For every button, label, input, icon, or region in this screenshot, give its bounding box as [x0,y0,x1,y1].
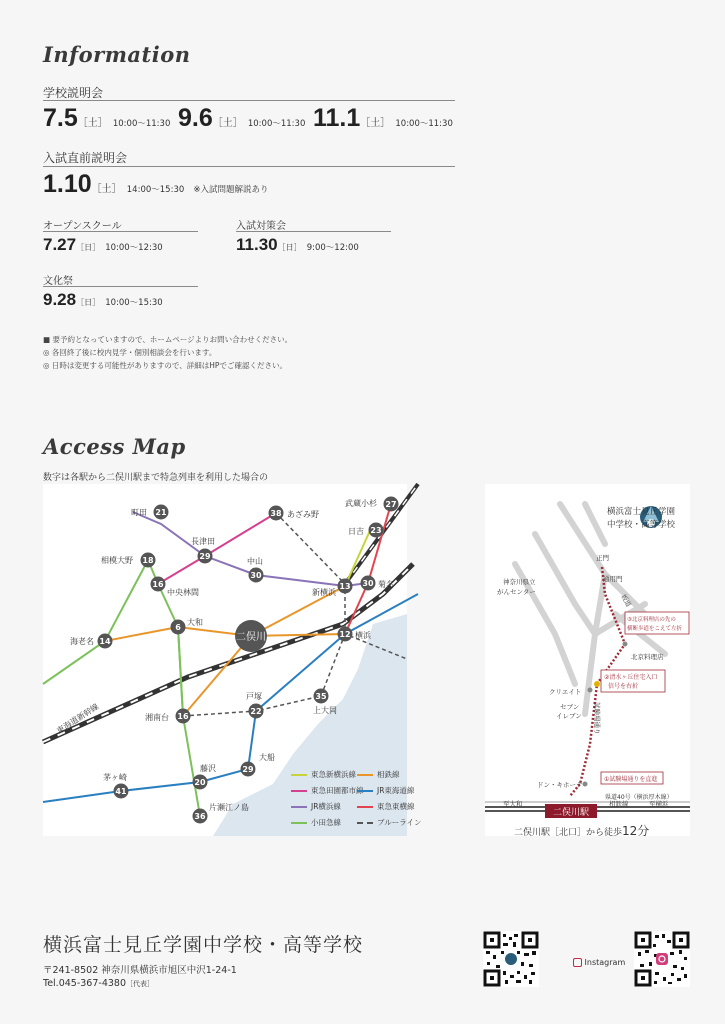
briefing-event-1: 7.5［土］ 10:00～11:30 [43,104,171,132]
svg-text:大和: 大和 [187,618,203,627]
legend-item: 東急新横浜線 [291,769,353,780]
sotetsu-label: 相鉄線 [609,800,629,808]
event-time: 10:00～15:30 [105,298,163,308]
svg-text:横浜: 横浜 [355,631,371,640]
event-time: 9:00～12:00 [306,243,359,253]
instagram-link[interactable]: Instagram [573,958,625,967]
svg-text:13: 13 [339,582,351,591]
station-fujisawa [193,763,217,790]
school-name-line1: 横浜富士見丘学園 [607,507,676,517]
svg-text:藤沢: 藤沢 [200,764,216,773]
svg-text:長津田: 長津田 [191,537,215,546]
access-description: 数字は各駅から二俣川駅まで特急列車を利用した場合の [43,473,269,483]
svg-text:あざみ野: あざみ野 [287,510,319,519]
svg-text:16: 16 [152,580,164,589]
svg-text:②清水ヶ丘住宅入口: ②清水ヶ丘住宅入口 [604,674,658,681]
station-hiyoshi [348,523,384,538]
open-school-event: 7.27［日］ 10:00～12:30 [43,235,163,254]
svg-text:29: 29 [242,765,254,774]
to-yamato-label: 至大和 [503,800,523,808]
event-time: 10:00～11:30 [112,119,171,129]
legend-item: 東急東横線 [357,801,417,812]
svg-text:23: 23 [370,526,382,535]
svg-text:18: 18 [142,556,154,565]
event-date: 9.6 [178,104,213,132]
svg-text:湘南台: 湘南台 [145,713,169,722]
svg-text:27: 27 [385,500,397,509]
svg-text:中央林間: 中央林間 [167,588,199,597]
donki-label: ドン・キホーテ [537,781,583,789]
station-chigasaki [103,772,129,799]
tsuyomon-label: 通用門 [603,575,623,583]
svg-text:新横浜: 新横浜 [312,588,336,597]
divider [43,100,455,101]
seven-eleven-line1: セブン [560,703,580,711]
landmark-dot [588,688,593,693]
information-heading: Information [43,42,191,67]
route40-label: 県道40号（横浜厚木線） [605,794,673,801]
cancer-center-line2: がんセンター [497,588,536,596]
instagram-qr-code[interactable] [634,931,690,987]
step1-box [601,772,663,784]
svg-text:日吉: 日吉 [348,527,364,536]
svg-text:38: 38 [270,509,282,518]
landmark-dot [623,642,628,647]
event-time: 14:00～15:30 [126,185,185,195]
svg-text:海老名: 海老名 [70,637,94,646]
step3-box [625,612,689,634]
seimon-label: 正門 [596,554,609,562]
svg-text:③北京料理店の先の: ③北京料理店の先の [627,617,676,623]
website-qr-code[interactable] [483,931,539,987]
svg-text:大船: 大船 [259,753,275,762]
station-ofuna [241,752,276,777]
divider [43,286,198,287]
svg-text:片瀬江ノ島: 片瀬江ノ島 [209,803,249,812]
shiken-dori-label: 試験場通り [593,702,601,735]
svg-text:35: 35 [315,692,327,701]
seven-eleven-line2: イレブン [556,712,582,720]
legend-item: 東急田園都市線 [291,785,353,796]
sakamichi-label: 坂道 [619,593,633,609]
event-date: 7.27 [43,235,77,254]
kyoto-ryori-label: 北京料理店 [631,653,664,661]
event-date: 11.30 [236,235,278,254]
footer-school-name: 横浜富士見丘学園中学校・高等学校 [43,934,364,956]
exam-prep-label: 入試対策会 [236,221,286,232]
svg-text:20: 20 [194,778,206,787]
station-label: 二俣川駅 [552,808,590,818]
event-note: ※入試問題解説あり [193,185,269,195]
legend-item: JR横浜線 [291,801,353,812]
svg-text:6: 6 [175,623,181,632]
cancer-center-line1: 神奈川県立 [503,578,536,586]
school-name-line2: 中学校・高等学校 [607,520,676,530]
signal-icon [594,681,600,687]
pre-exam-event: 1.10［土］ 14:00～15:30 ※入試問題解説あり [43,170,269,198]
landmark-dot [583,782,588,787]
svg-text:①試験場通りを直進: ①試験場通りを直進 [604,776,658,783]
station-kikuna [361,576,395,591]
svg-text:21: 21 [155,508,167,517]
svg-text:相模大野: 相模大野 [101,556,133,565]
svg-text:中山: 中山 [247,557,263,566]
divider [43,166,455,167]
school-briefing-label: 学校説明会 [43,86,104,100]
festival-event: 9.28［日］ 10:00～15:30 [43,290,163,309]
station-shonandai [145,709,191,724]
step2-box [601,670,665,692]
instagram-icon [573,958,582,967]
divider [236,231,391,232]
divider [43,231,198,232]
to-yokohama-label: 至横浜 [649,800,669,808]
event-time: 10:00～11:30 [395,119,453,129]
note-line: ■ 要予約となっていますので、ホームページよりお問い合わせください。 [43,335,293,344]
walking-map [485,484,690,836]
festival-label: 文化祭 [43,276,73,287]
briefing-event-3: 11.1［土］ 10:00～11:30 [313,104,453,132]
create-label: クリエイト [549,688,582,696]
svg-text:16: 16 [177,712,189,721]
access-map-heading: Access Map [43,434,186,459]
open-school-label: オープンスクール [43,221,122,232]
event-date: 1.10 [43,170,92,198]
station-sagamiono [101,553,156,568]
legend-item: 相鉄線 [357,769,417,780]
svg-text:29: 29 [199,552,211,561]
svg-text:横断歩道をこえて左折: 横断歩道をこえて左折 [627,626,683,632]
railway-map [43,484,422,836]
svg-text:36: 36 [194,812,206,821]
event-time: 10:00～12:30 [105,243,163,253]
station-musashikosugi [345,497,399,512]
event-date: 9.28 [43,290,77,309]
sotetsu-line [105,627,345,641]
station-kamiooka [313,689,337,716]
station-shinyokohama [312,579,353,598]
walking-map-svg [485,484,690,836]
center-station-label: 二俣川 [236,632,266,643]
event-date: 7.5 [43,104,78,132]
svg-text:町田: 町田 [131,508,147,517]
note-line: ◎ 日時は変更する可能性がありますので、詳細はHPでご確認ください。 [43,361,287,370]
svg-text:12: 12 [339,630,351,639]
legend-item: JR東海道線 [357,785,417,796]
note-line: ◎ 各回終了後に校内見学・個別相談会を行います。 [43,348,217,357]
footer-tel: Tel.045-367-4380［代表］ [43,978,154,989]
svg-text:14: 14 [99,637,111,646]
svg-text:30: 30 [362,579,374,588]
station-azamino [269,506,320,521]
shinkansen-label: 東海道新幹線 [55,701,101,736]
briefing-event-2: 9.6［土］ 10:00～11:30 [178,104,306,132]
station-chuorinkan [151,577,200,598]
walk-time: 二俣川駅［北口］から徒歩12分 [514,824,650,838]
svg-text:信号を右折: 信号を右折 [608,683,639,690]
footer-address: 〒241-8502 神奈川県横浜市旭区中沢1-24-1 [43,965,237,976]
svg-text:菊名: 菊名 [378,580,394,589]
svg-text:上大岡: 上大岡 [313,706,337,715]
svg-text:22: 22 [250,707,262,716]
legend-item: 小田急線 [291,817,353,828]
station-ebina [70,634,113,649]
event-date: 11.1 [313,104,361,132]
notes [43,333,292,372]
event-time: 10:00～11:30 [247,119,306,129]
station-nagatsuta [191,536,215,564]
svg-text:戸塚: 戸塚 [246,692,262,701]
legend-item: ブルーライン [357,817,417,828]
svg-text:茅ヶ崎: 茅ヶ崎 [103,773,127,782]
pre-exam-label: 入試直前説明会 [43,151,128,165]
map-legend [291,769,422,828]
station-totsuka [246,691,264,719]
station-nakayama [247,556,264,583]
svg-text:30: 30 [250,571,262,580]
svg-text:武蔵小杉: 武蔵小杉 [345,499,377,508]
svg-text:41: 41 [115,787,127,796]
exam-prep-event: 11.30［日］ 9:00～12:00 [236,235,359,254]
station-machida [131,505,169,520]
